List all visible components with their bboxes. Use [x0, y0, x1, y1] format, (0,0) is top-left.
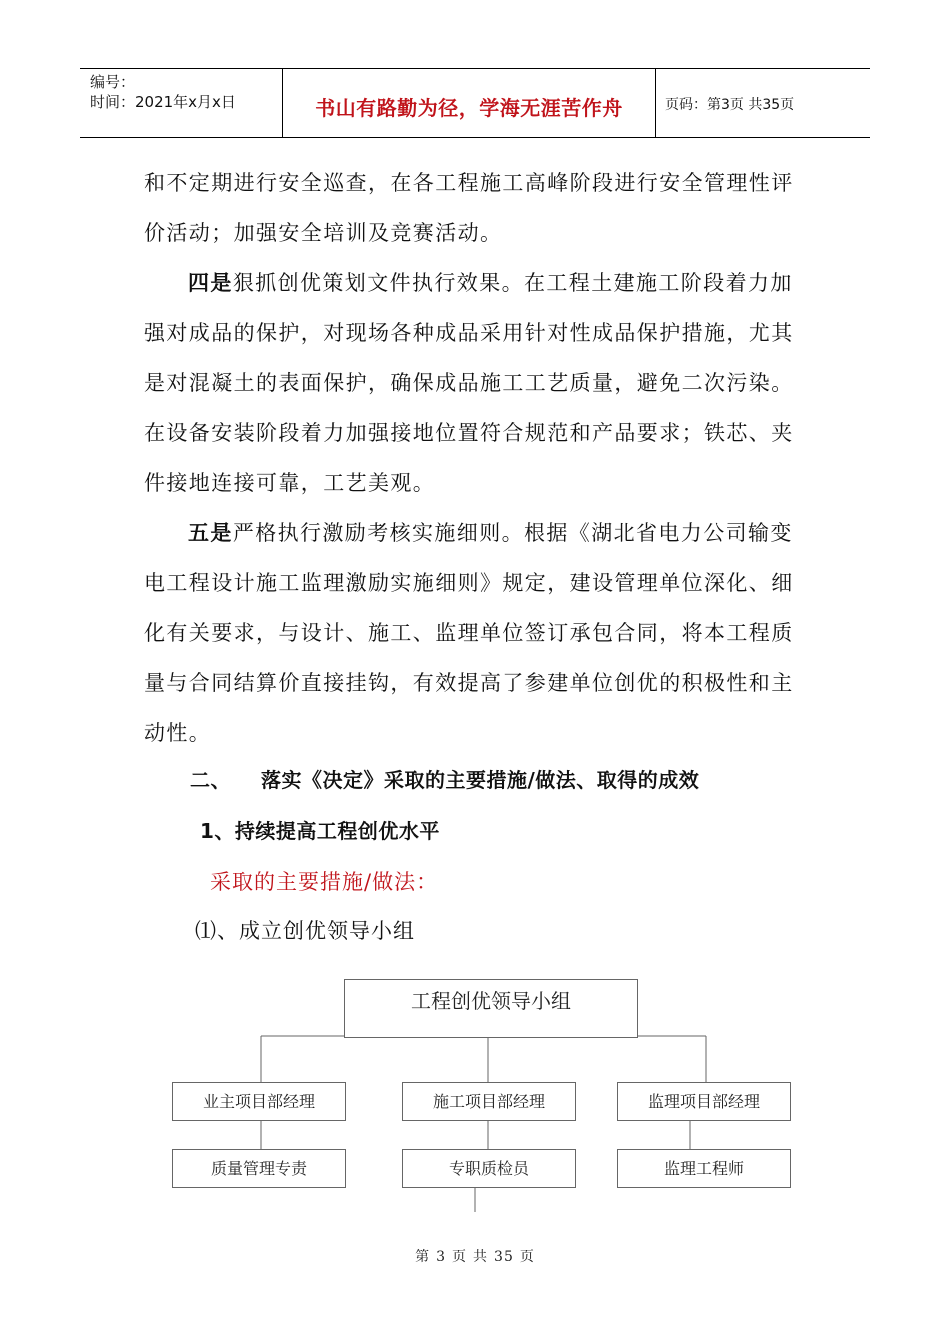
- page-footer: [0, 1246, 950, 1266]
- org-box-owner-manager: 业主项目部经理: [172, 1082, 346, 1121]
- footer-page-number: 3: [436, 1249, 447, 1265]
- header-meta-cell: [80, 69, 282, 137]
- header-motto: 书山有路勤为径，学海无涯苦作舟: [315, 96, 623, 120]
- section-heading: [190, 764, 699, 793]
- section-number: 二、: [190, 768, 231, 792]
- paragraph-point-five: [144, 508, 810, 758]
- org-box-construction-manager: 施工项目部经理: [402, 1082, 576, 1121]
- footer-di: 第: [415, 1249, 431, 1265]
- footer-total-pages: 35: [494, 1249, 514, 1265]
- paragraph-line: 和不定期进行安全巡查，在各工程施工高峰阶段进行安全管理性评: [144, 171, 794, 195]
- footer-gong: 共: [473, 1249, 489, 1265]
- footer-ye: 页: [519, 1249, 535, 1265]
- time-label: 时间：2021年x月x日: [90, 93, 236, 111]
- org-box-quality-specialist: 质量管理专责: [172, 1149, 346, 1188]
- measures-label: 采取的主要措施/做法：: [210, 870, 439, 894]
- org-box-quality-inspector: 专职质检员: [402, 1149, 576, 1188]
- page-header: [80, 68, 870, 138]
- section-title: 落实《决定》采取的主要措施/做法、取得的成效: [261, 768, 700, 792]
- paragraph-line: 价活动；加强安全培训及竞赛活动。: [144, 221, 503, 245]
- header-page-code: 页码：第3页 共35页: [665, 97, 795, 113]
- footer-ye: 页: [452, 1249, 468, 1265]
- org-box-supervision-manager: 监理项目部经理: [617, 1082, 791, 1121]
- header-page-cell: [655, 69, 870, 137]
- point-text: 严格执行激励考核实施细则。根据《湖北省电力公司输变电工程设计施工监理激励实施细则》规定，建设管理单位深化、细化有关要求，与设计、施工、监理单位签订承包合同，将本工程质量与合同结算价直接挂钩，有效提高了参建单位创优的积极性和主动性。: [144, 521, 794, 745]
- paragraph-safety: [144, 158, 810, 258]
- subsection-heading: 1、持续提高工程创优水平: [200, 819, 440, 843]
- point-lead: 四是: [188, 271, 233, 295]
- paragraph-point-four: [144, 258, 810, 508]
- number-label: 编号：: [90, 73, 136, 91]
- item-label: ⑴、成立创优领导小组: [195, 919, 415, 943]
- header-motto-cell: [282, 69, 656, 137]
- org-top-box: 工程创优领导小组: [344, 979, 638, 1038]
- org-box-supervision-engineer: 监理工程师: [617, 1149, 791, 1188]
- point-text: 狠抓创优策划文件执行效果。在工程土建施工阶段着力加强对成品的保护，对现场各种成品采用针对性成品保护措施，尤其是对混凝土的表面保护，确保成品施工工艺质量，避免二次污染。在设备安装阶段着力加强接地位置符合规范和产品要求；铁芯、夹件接地连接可靠，工艺美观。: [144, 271, 794, 495]
- point-lead: 五是: [188, 521, 233, 545]
